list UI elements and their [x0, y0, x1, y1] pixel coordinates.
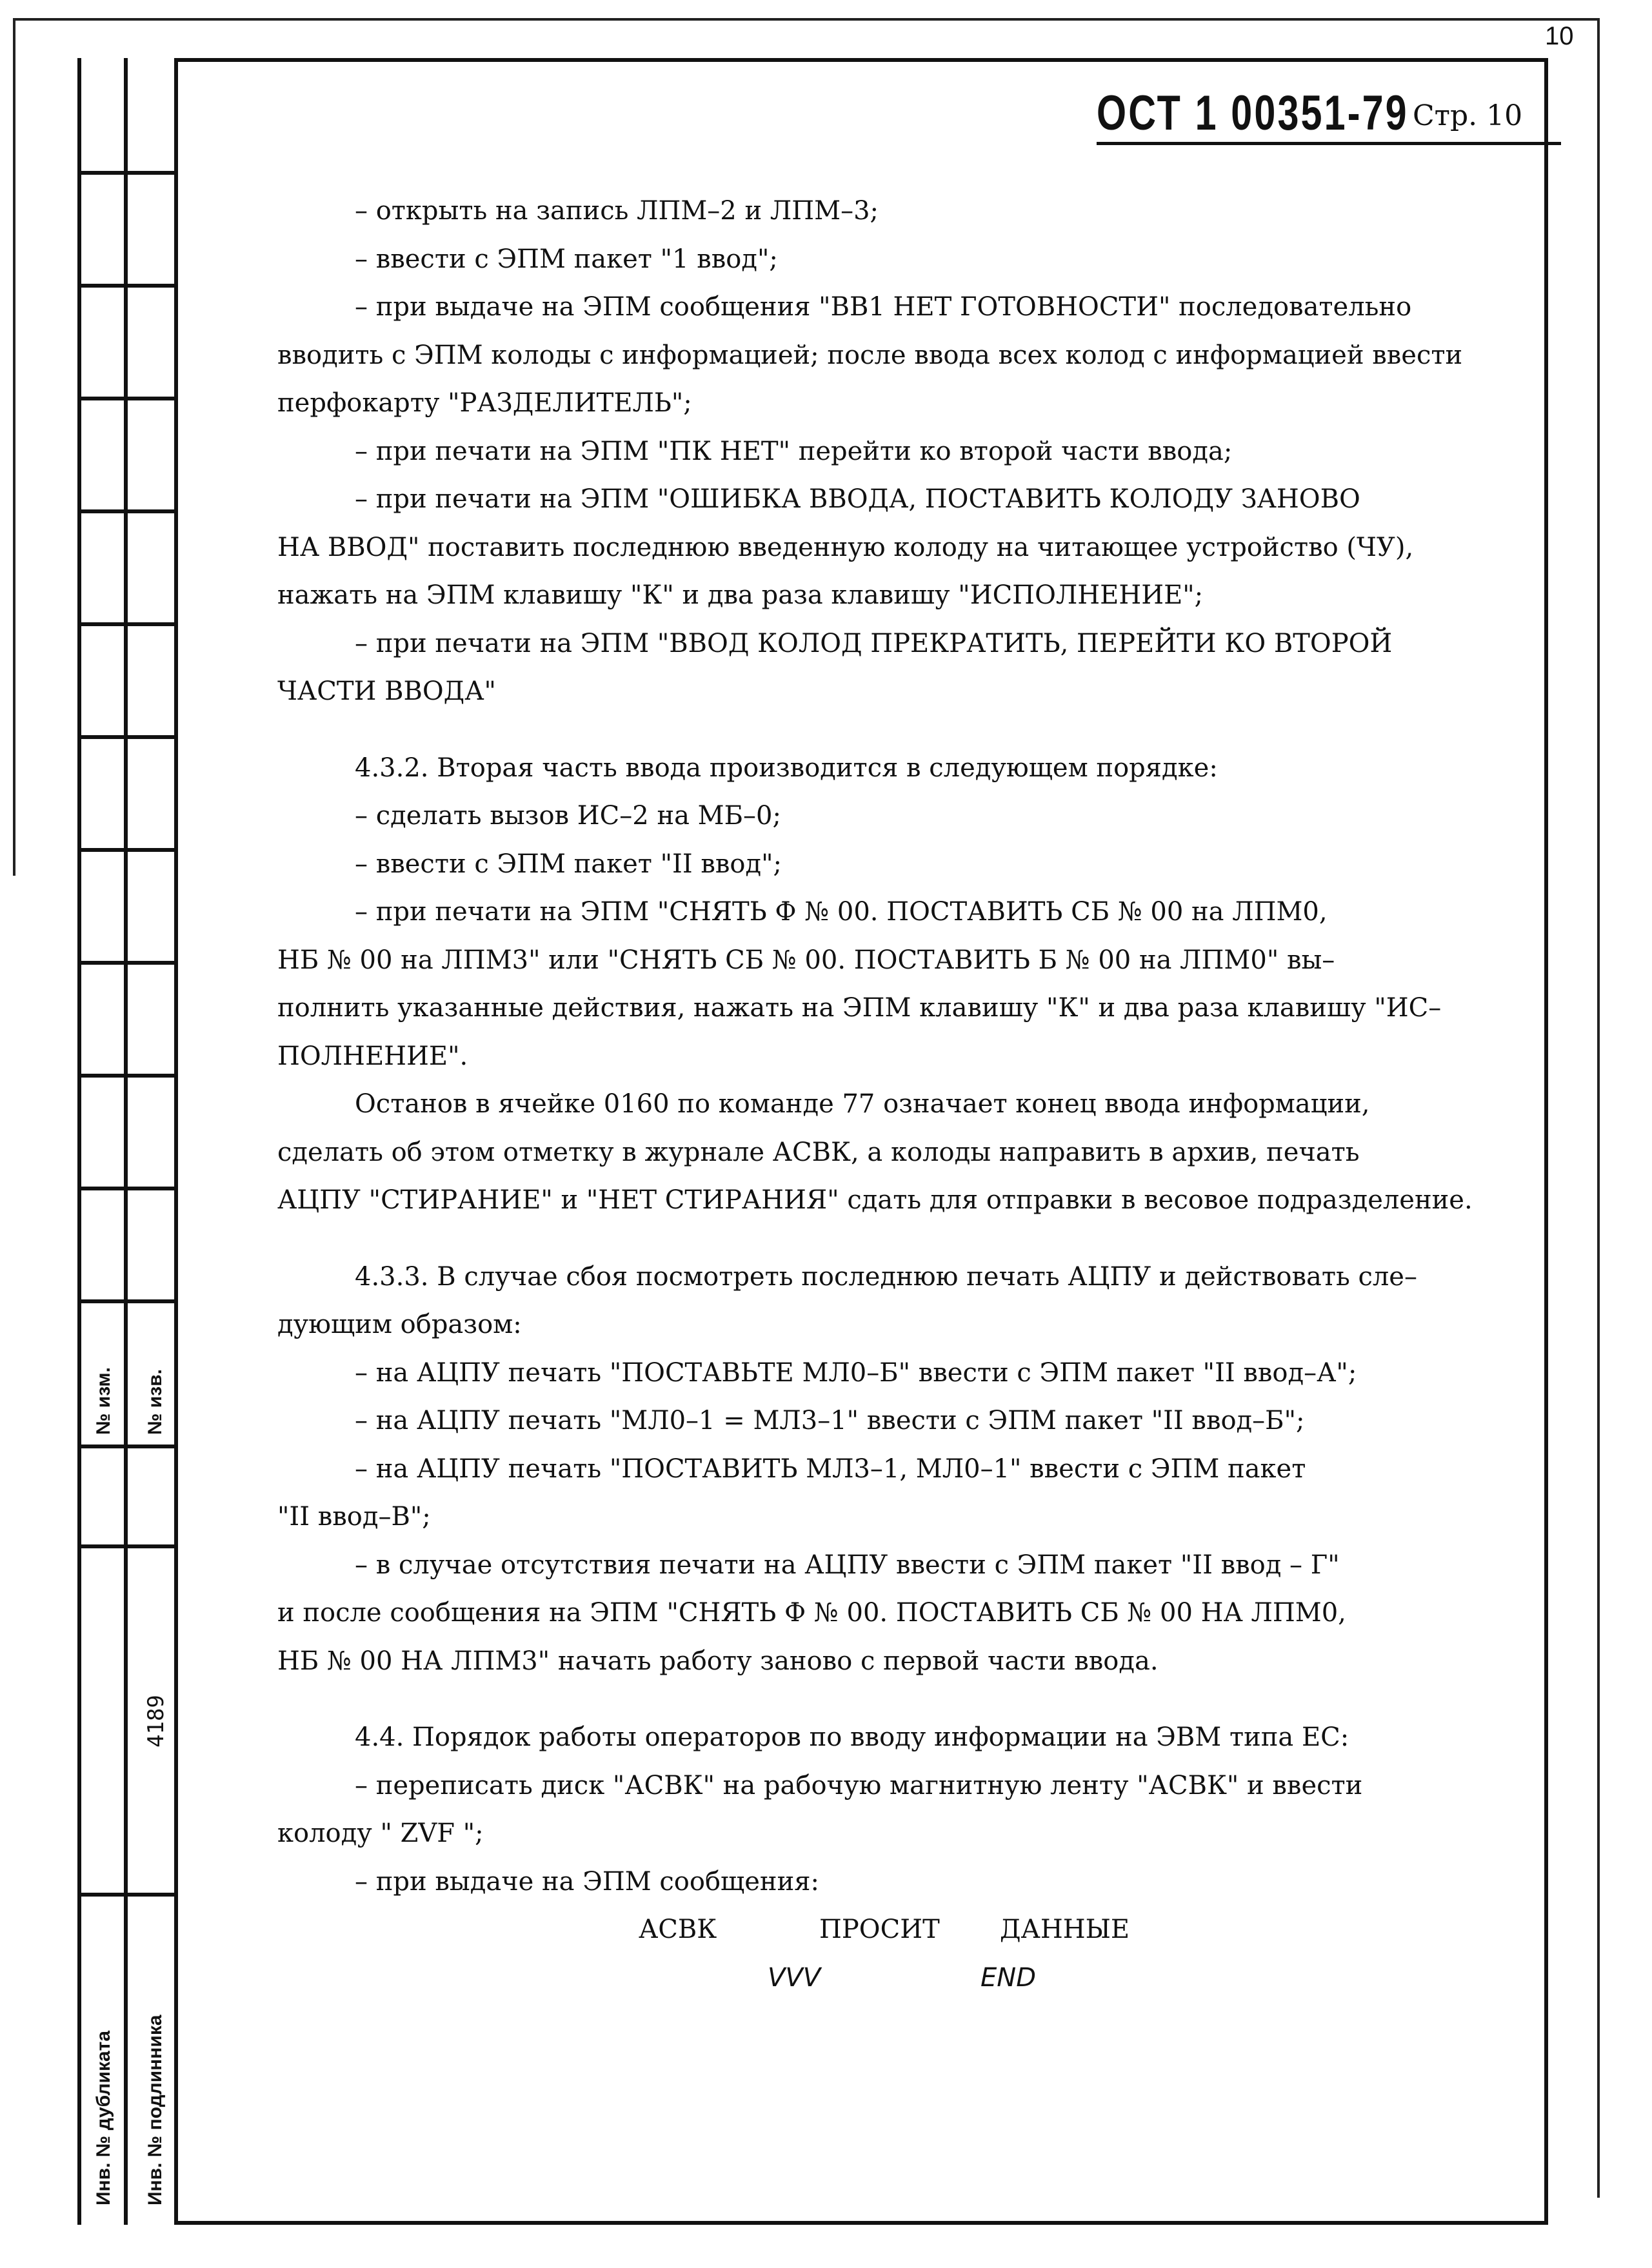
paragraph-line: НБ № 00 на ЛПМ3" или "СНЯТЬ СБ № 00. ПОСТАВИТЬ Б № 00 на ЛПМ0" вы–: [277, 945, 1335, 975]
paragraph-line: – сделать вызов ИС–2 на МБ–0;: [355, 801, 781, 831]
strip-divider: [77, 171, 178, 175]
izv-label: № изв.: [144, 1369, 166, 1435]
strip-divider: [77, 622, 178, 626]
document-header: [1097, 85, 1523, 141]
paragraph-line: – при печати на ЭПМ "СНЯТЬ Ф № 00. ПОСТАВИТЬ СБ № 00 на ЛПМ0,: [355, 897, 1328, 927]
strip-divider: [77, 848, 178, 852]
outer-border-top-left: [13, 18, 77, 21]
dublicate-inventory-label: Инв. № дубликата: [93, 2030, 114, 2205]
document-number: 4189: [143, 1695, 169, 1748]
strip-divider: [77, 397, 178, 400]
paragraph-line: – переписать диск "АСВК" на рабочую магнитную ленту "АСВК" и ввести: [355, 1770, 1363, 1800]
strip-divider: [77, 1074, 178, 1078]
paragraph-line: – при печати на ЭПМ "ОШИБКА ВВОДА, ПОСТАВИТЬ КОЛОДУ ЗАНОВО: [355, 484, 1360, 514]
paragraph-line: – при выдаче на ЭПМ сообщения "ВВ1 НЕТ ГОТОВНОСТИ" последовательно: [355, 292, 1412, 322]
strip-left-border: [77, 58, 81, 2225]
paragraph-line: – при выдаче на ЭПМ сообщения:: [355, 1866, 819, 1897]
paragraph-line: дующим образом:: [277, 1310, 522, 1339]
paragraph-line: – при печати на ЭПМ "ВВОД КОЛОД ПРЕКРАТИТЬ, ПЕРЕЙТИ КО ВТОРОЙ: [355, 628, 1393, 658]
message-word: АСВК: [639, 1915, 717, 1944]
section-heading-4-4: 4.4. Порядок работы операторов по вводу информации на ЭВМ типа ЕС:: [355, 1722, 1349, 1752]
strip-divider: [77, 735, 178, 739]
standard-code: ОСТ 1 00351-79: [1097, 86, 1409, 141]
paragraph-line: – при печати на ЭПМ "ПК НЕТ" перейти ко второй части ввода;: [355, 436, 1233, 466]
side-strip: [77, 58, 174, 2225]
paragraph-line: – на АЦПУ печать "МЛ0–1 = МЛ3–1" ввести с ЭПМ пакет "II ввод–Б";: [355, 1406, 1305, 1435]
paragraph-line: – на АЦПУ печать "ПОСТАВЬТЕ МЛ0–Б" ввести с ЭПМ пакет "II ввод–А";: [355, 1357, 1357, 1388]
section-heading-4-3-3: 4.3.3. В случае сбоя посмотреть последнюю печать АЦПУ и действовать сле–: [355, 1261, 1417, 1292]
document-body: [277, 187, 1529, 2002]
paragraph-line: – ввести с ЭПМ пакет "1 ввод";: [355, 244, 778, 274]
message-row: [277, 1906, 1529, 1954]
paragraph-line: полнить указанные действия, нажать на ЭПМ клавишу "К" и два раза клавишу "ИС–: [277, 993, 1442, 1023]
outer-border-top: [77, 18, 1598, 21]
paragraph-line: Останов в ячейке 0160 по команде 77 означает конец ввода информации,: [355, 1089, 1370, 1119]
paragraph-line: НБ № 00 НА ЛПМ3" начать работу заново с первой части ввода.: [277, 1646, 1159, 1676]
paragraph-line: – ввести с ЭПМ пакет "II ввод";: [355, 849, 782, 879]
outer-border-left: [13, 18, 15, 876]
paragraph-line: ПОЛНЕНИЕ".: [277, 1041, 468, 1071]
paragraph-line: – на АЦПУ печать "ПОСТАВИТЬ МЛ3–1, МЛ0–1" ввести с ЭПМ пакет: [355, 1454, 1306, 1484]
outer-border-right: [1597, 18, 1600, 2198]
strip-divider: [77, 1445, 178, 1448]
paragraph-line: нажать на ЭПМ клавишу "К" и два раза клавишу "ИСПОЛНЕНИЕ";: [277, 580, 1204, 610]
strip-middle-border: [124, 58, 128, 2225]
strip-divider: [77, 1187, 178, 1190]
strip-divider: [77, 961, 178, 965]
message-word: ДАННЫЕ: [1000, 1915, 1130, 1944]
paragraph-line: и после сообщения на ЭПМ "СНЯТЬ Ф № 00. ПОСТАВИТЬ СБ № 00 НА ЛПМ0,: [277, 1598, 1346, 1628]
paragraph-line: перфокарту "РАЗДЕЛИТЕЛЬ";: [277, 388, 692, 418]
paragraph-line: НА ВВОД" поставить последнюю введенную колоду на читающее устройство (ЧУ),: [277, 532, 1414, 562]
message-word: ПРОСИТ: [819, 1915, 940, 1944]
strip-divider: [77, 1299, 178, 1303]
response-row: [277, 1954, 1529, 2002]
paragraph-line: "II ввод–В";: [277, 1502, 431, 1532]
response-word: VVV: [768, 1962, 821, 1993]
section-heading-4-3-2: 4.3.2. Вторая часть ввода производится в следующем порядке:: [355, 753, 1218, 783]
header-underline: [1097, 142, 1561, 145]
strip-divider: [77, 509, 178, 513]
paragraph-line: – в случае отсутствия печати на АЦПУ ввести с ЭПМ пакет "II ввод – Г": [355, 1550, 1340, 1580]
paragraph-line: ЧАСТИ ВВОДА": [277, 676, 496, 706]
paragraph-line: – открыть на запись ЛПМ–2 и ЛПМ–3;: [355, 196, 879, 226]
original-inventory-label: Инв. № подлинника: [144, 2015, 166, 2205]
paragraph-line: колоду " ZVF ";: [277, 1819, 484, 1848]
sheet-number: 10: [1545, 22, 1574, 50]
page-label: Стр. 10: [1413, 99, 1523, 132]
strip-divider: [77, 1544, 178, 1548]
strip-divider: [77, 284, 178, 288]
paragraph-line: АЦПУ "СТИРАНИЕ" и "НЕТ СТИРАНИЯ" сдать для отправки в весовое подразделение.: [277, 1185, 1473, 1215]
paragraph-line: вводить с ЭПМ колоды с информацией; после ввода всех колод с информацией ввести: [277, 340, 1463, 370]
strip-divider: [77, 1893, 178, 1897]
response-word: END: [980, 1962, 1036, 1993]
izm-label: № изм.: [93, 1367, 114, 1435]
paragraph-line: сделать об этом отметку в журнале АСВК, а колоды направить в архив, печать: [277, 1137, 1360, 1167]
